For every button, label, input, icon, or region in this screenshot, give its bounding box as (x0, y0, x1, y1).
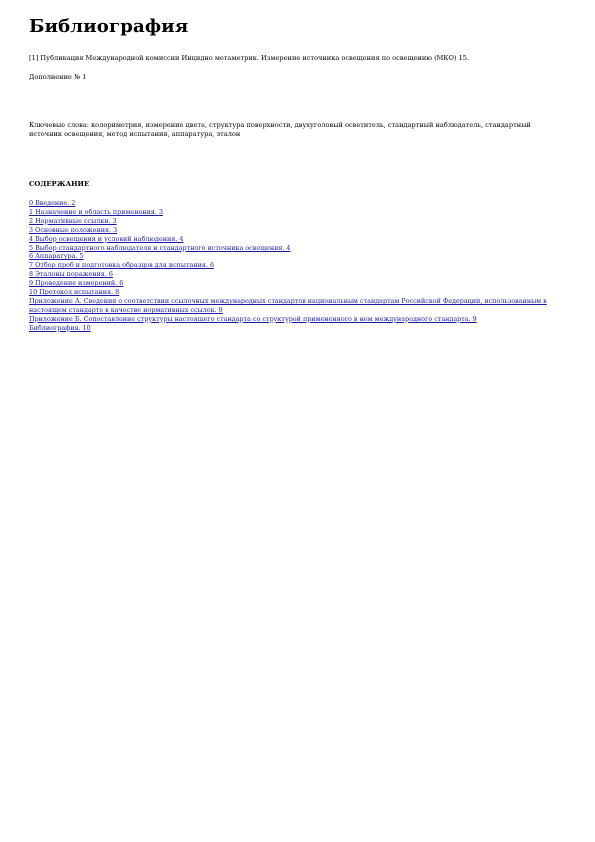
toc-link-text[interactable]: 6 Аппаратура. 5 (29, 252, 84, 261)
supplement-note: Дополнение № 1 (29, 73, 87, 81)
toc-link-text[interactable]: 5 Выбор стандартного наблюдателя и стандартного источника освещения. 4 (29, 243, 291, 252)
toc-link-text[interactable]: Библиография. 10 (29, 323, 91, 332)
toc-link[interactable] (29, 288, 569, 297)
toc-link[interactable] (29, 208, 569, 217)
toc-link[interactable] (29, 244, 569, 253)
toc-link-text[interactable]: 8 Эталоны поражения. 6 (29, 270, 113, 279)
toc-link-text[interactable]: 1 Назначение и область применения. 3 (29, 207, 163, 216)
toc-link-text[interactable]: 4 Выбор освещения и условий наблюдения. 4 (29, 234, 184, 243)
toc-heading: СОДЕРЖАНИЕ (29, 180, 90, 188)
toc-link[interactable] (29, 217, 569, 226)
toc-link[interactable] (29, 297, 569, 315)
toc-link-text[interactable]: Приложение А. Сведения о соответствии ссылочных международных стандартов национальным стандартам Российской Федерации, использованным в настоящем стандарте в качестве нормативных ссылок. 9 (29, 296, 547, 314)
toc-link[interactable] (29, 324, 569, 333)
toc-link[interactable] (29, 270, 569, 279)
toc-link[interactable] (29, 226, 569, 235)
toc-link-text[interactable]: 3 Основные положения. 3 (29, 225, 118, 234)
toc-link-text[interactable]: 10 Протокол испытания. 8 (29, 288, 120, 297)
toc-link-text[interactable]: Приложение Б. Сопоставление структуры настоящего стандарта со структурой примененного в нем международного стандарта. 9 (29, 314, 477, 323)
page-title: Библиография (29, 16, 189, 37)
toc-link[interactable] (29, 199, 569, 208)
toc-link[interactable] (29, 279, 569, 288)
toc-link-text[interactable]: 9 Проведение измерений. 6 (29, 279, 124, 288)
toc-link[interactable] (29, 315, 569, 324)
table-of-contents (29, 199, 569, 333)
toc-link-text[interactable]: 2 Нормативные ссылки. 3 (29, 216, 117, 225)
keywords-paragraph: Ключевые слова: колориметрия, измерение цвета, структура поверхности, двухуголовый осветитель, стандартный наблюдатель, стандартный источник освещения, метод испытания, аппаратура, эталон (29, 121, 531, 138)
toc-link[interactable] (29, 235, 569, 244)
bibliography-reference: [1] Публикация Международной комиссии Инцидно метаметрик. Измерение источника освещения по освещению (МКО) 15. (29, 54, 470, 62)
toc-link-text[interactable]: 7 Отбор проб и подготовка образцов для испытания. 6 (29, 261, 215, 270)
toc-link[interactable] (29, 252, 569, 261)
toc-link[interactable] (29, 261, 569, 270)
toc-link-text[interactable]: 0 Введение. 2 (29, 199, 76, 207)
